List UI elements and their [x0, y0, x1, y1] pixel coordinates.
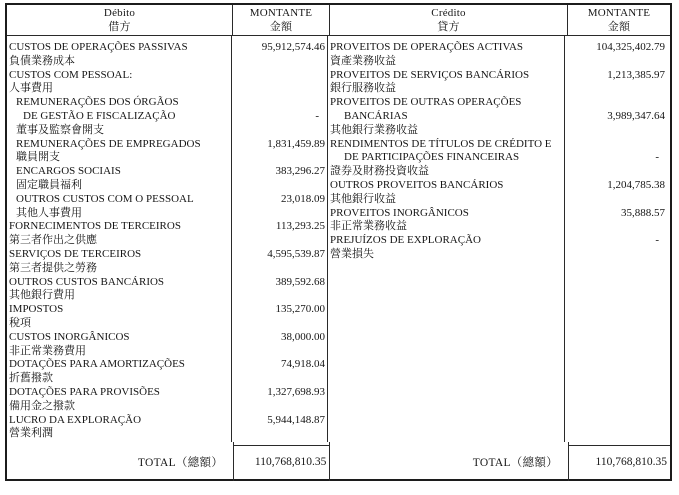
header-debit-column	[7, 5, 233, 35]
total-amount-credit-value: 110,768,810.35	[595, 455, 667, 468]
debit-row-amount: 95,912,574.46	[261, 41, 325, 53]
header-credit-pt: Crédito	[431, 7, 466, 19]
debit-row-label: 第三者提供之勞務	[9, 261, 97, 274]
credit-row-label: PREJUÍZOS DE EXPLORAÇÃO	[330, 234, 481, 247]
credit-row-label: OUTROS PROVEITOS BANCÁRIOS	[330, 178, 504, 191]
credit-row-label: PROVEITOS INORGÂNICOS	[330, 206, 469, 219]
credit-row-amount	[565, 193, 667, 207]
debit-row-amount	[232, 317, 327, 331]
debit-row-amount: 1,831,459.89	[267, 137, 325, 150]
debit-row-label: LUCRO DA EXPLORAÇÃO	[9, 413, 142, 426]
table-body	[7, 36, 670, 442]
credit-row-amount	[565, 165, 667, 179]
debit-row-label: REMUNERAÇÕES DOS ÓRGÃOS	[16, 96, 179, 109]
credit-row-amount: -	[655, 151, 659, 164]
credit-row-amount	[565, 138, 667, 152]
debit-row-label: 董事及監察會開支	[16, 123, 104, 136]
debit-row-amount	[232, 345, 327, 359]
debit-row-label: DOTAÇÕES PARA PROVISÕES	[9, 385, 160, 398]
debit-row-amount	[232, 207, 327, 221]
header-credit-zh: 貸方	[437, 21, 460, 33]
total-label-debit: TOTAL（總額）	[7, 442, 234, 481]
credit-row-amount: 1,213,385.97	[607, 68, 665, 81]
credit-row-amount: 35,888.57	[621, 206, 665, 219]
total-row	[7, 442, 670, 481]
debit-row-amount	[232, 151, 327, 165]
credit-row-label: 非正常業務收益	[330, 220, 407, 233]
debit-row-label: 其他人事費用	[16, 206, 82, 219]
debit-row-amount: 113,293.25	[275, 220, 325, 233]
credit-row-label: PROVEITOS DE SERVIÇOS BANCÁRIOS	[330, 68, 530, 81]
debit-row-amount: 1,327,698.93	[267, 385, 325, 398]
credit-row-amount	[565, 82, 667, 96]
header-credit-amount-column	[568, 5, 670, 35]
debit-row-label: FORNECIMENTOS DE TERCEIROS	[9, 220, 181, 233]
debit-row-label: CUSTOS COM PESSOAL:	[9, 68, 133, 81]
credit-row-label: 銀行服務收益	[330, 82, 396, 95]
credit-row-label: PROVEITOS DE OUTRAS OPERAÇÕES	[330, 96, 522, 109]
credit-row-label: 營業損失	[330, 247, 374, 260]
header-debit-amount-column	[233, 5, 330, 35]
debit-row-label: OUTROS CUSTOS BANCÁRIOS	[9, 275, 165, 288]
debit-row-amount: 135,270.00	[275, 303, 325, 316]
credit-row-label: 資產業務收益	[330, 54, 396, 67]
debit-row-label: 人事費用	[9, 82, 53, 95]
credit-description-column	[328, 36, 565, 442]
debit-row-label: 備用金之撥款	[9, 399, 75, 412]
debit-row-amount: 74,918.04	[281, 358, 325, 371]
debit-row-label: ENCARGOS SOCIAIS	[16, 165, 121, 178]
debit-row-amount: 38,000.00	[281, 330, 325, 343]
debit-row-amount: 23,018.09	[281, 192, 325, 205]
total-label-credit: TOTAL（總額）	[330, 442, 569, 481]
debit-row-label: 第三者作出之供應	[9, 234, 97, 247]
debit-row-label: DE GESTÃO E FISCALIZAÇÃO	[23, 109, 176, 122]
header-montante-zh-right: 金額	[607, 21, 631, 33]
debit-row-amount	[232, 96, 327, 110]
debit-row-amount	[232, 262, 327, 276]
credit-amount-column	[565, 36, 667, 442]
debit-row-amount	[232, 124, 327, 138]
debit-row-label: 營業利潤	[9, 427, 53, 440]
profit-loss-table	[5, 3, 672, 481]
debit-row-amount: -	[315, 109, 319, 122]
debit-row-amount	[232, 400, 327, 414]
debit-row-label: IMPOSTOS	[9, 303, 64, 316]
credit-row-label: PROVEITOS DE OPERAÇÕES ACTIVAS	[330, 41, 524, 53]
header-montante-pt-left: MONTANTE	[249, 7, 313, 19]
header-debit-pt: Débito	[103, 7, 136, 19]
debit-row-amount	[232, 289, 327, 303]
debit-row-label: 職員開支	[16, 151, 60, 164]
debit-description-column	[7, 36, 232, 442]
header-montante-pt-right: MONTANTE	[587, 7, 651, 19]
credit-row-label: 其他銀行業務收益	[330, 123, 418, 136]
debit-row-amount	[232, 179, 327, 193]
header-montante-zh-left: 金額	[269, 21, 293, 33]
credit-row-amount	[565, 248, 667, 262]
debit-row-amount	[232, 427, 327, 441]
credit-row-label: DE PARTICIPAÇÕES FINANCEIRAS	[344, 151, 520, 164]
credit-row-amount	[565, 55, 667, 69]
debit-row-label: DOTAÇÕES PARA AMORTIZAÇÕES	[9, 358, 185, 371]
debit-row-label: SERVIÇOS DE TERCEIROS	[9, 247, 142, 260]
total-amount-debit-value: 110,768,810.35	[254, 455, 327, 468]
debit-amount-column	[232, 36, 328, 442]
credit-row-label: 證券及財務投資收益	[330, 165, 429, 178]
credit-row-amount: 104,325,402.79	[596, 41, 665, 53]
table-header-row	[7, 5, 670, 36]
debit-row-amount	[232, 55, 327, 69]
debit-row-label: 固定職員福利	[16, 178, 82, 191]
debit-row-label: 非正常業務費用	[9, 344, 86, 357]
debit-row-label: 其他銀行費用	[9, 289, 75, 302]
debit-row-amount	[232, 372, 327, 386]
credit-row-amount	[565, 96, 667, 110]
debit-row-label: REMUNERAÇÕES DE EMPREGADOS	[16, 137, 201, 150]
debit-row-label: 折舊撥款	[9, 372, 53, 385]
header-credit-column	[330, 5, 568, 35]
debit-row-label: CUSTOS INORGÂNICOS	[9, 330, 130, 343]
debit-row-label: 稅項	[9, 316, 31, 329]
credit-row-label: 其他銀行收益	[330, 192, 396, 205]
credit-row-amount: 3,989,347.64	[607, 109, 665, 122]
debit-row-label: CUSTOS DE OPERAÇÕES PASSIVAS	[9, 41, 188, 53]
header-debit-zh: 借方	[108, 21, 131, 33]
debit-row-amount	[232, 69, 327, 83]
credit-row-amount	[565, 220, 667, 234]
credit-row-amount: 1,204,785.38	[607, 178, 665, 191]
total-amount-credit	[569, 442, 670, 481]
total-amount-debit	[234, 442, 330, 481]
credit-row-label: RENDIMENTOS DE TÍTULOS DE CRÉDITO E	[330, 137, 552, 150]
debit-row-amount: 4,595,539.87	[267, 247, 325, 260]
debit-row-amount	[232, 82, 327, 96]
debit-row-amount	[232, 234, 327, 248]
debit-row-label: OUTROS CUSTOS COM O PESSOAL	[16, 192, 194, 205]
credit-row-label: BANCÁRIAS	[344, 109, 408, 122]
debit-row-amount: 5,944,148.87	[267, 413, 325, 426]
debit-row-amount: 383,296.27	[275, 165, 325, 178]
credit-row-amount: -	[655, 234, 659, 247]
debit-row-label: 負債業務成本	[9, 54, 75, 67]
debit-row-amount: 389,592.68	[275, 275, 325, 288]
credit-row-amount	[565, 124, 667, 138]
